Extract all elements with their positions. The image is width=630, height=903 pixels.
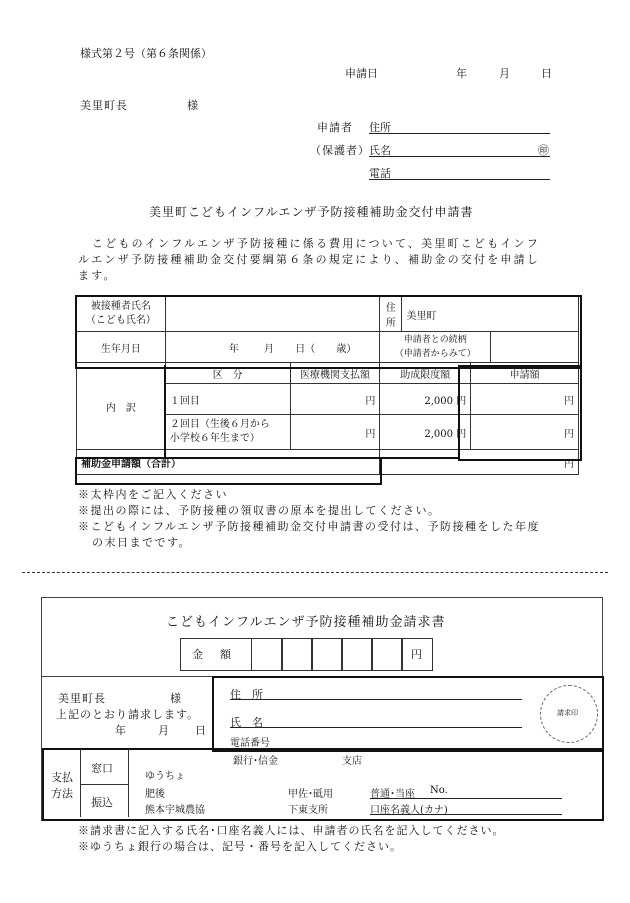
- amount-digit-4[interactable]: [341, 638, 373, 671]
- total-input[interactable]: [380, 450, 579, 475]
- total-unit: 円: [564, 458, 574, 470]
- account-holder-line[interactable]: [370, 814, 562, 815]
- address-label[interactable]: 住所: [369, 121, 391, 134]
- counter-option[interactable]: 窓口: [91, 762, 113, 775]
- document-title: 美里町こどもインフルエンザ予防接種補助金交付申請書: [149, 205, 474, 219]
- row2-limit-text: 2,000 円: [424, 428, 467, 440]
- header-paid-text: 医療機関支払額: [299, 369, 370, 381]
- row2-category-text-2: 小学校６年生まで）: [169, 433, 260, 444]
- date-year: 年: [456, 67, 467, 80]
- account-holder-label[interactable]: 口座名義人(カナ): [370, 805, 448, 816]
- child-address-input[interactable]: [402, 297, 579, 332]
- body-line-2: ルエンザ予防接種補助金交付要綱第６条の規定により、補助金の交付を申請し: [78, 253, 540, 266]
- header-limit-text: 助成限度額: [400, 369, 451, 381]
- claim-note-1: ※請求書に記入する氏名･口座名義人には、申請者の氏名を記入してください。: [78, 824, 505, 837]
- header-limit: [380, 363, 471, 384]
- row1-category-text: １回目: [169, 395, 200, 407]
- payment-col-divider-2: [128, 749, 129, 817]
- branch-shimohigashi[interactable]: 下東支所: [288, 805, 328, 816]
- claim-name-line[interactable]: [230, 727, 522, 728]
- claim-address-line[interactable]: [230, 699, 522, 700]
- date-day: 日: [541, 67, 552, 80]
- claim-day: 日: [195, 724, 206, 737]
- claim-divider: [42, 676, 602, 677]
- addressee-name: 美里町長: [80, 99, 128, 112]
- birth-label-text: 生年月日: [100, 343, 141, 355]
- bank-higo[interactable]: 肥後: [145, 789, 165, 800]
- name-line[interactable]: [369, 156, 550, 157]
- row1-limit-text: 2,000 円: [424, 395, 467, 407]
- claim-name-label[interactable]: 氏 名: [230, 716, 263, 729]
- amount-digit-5[interactable]: [371, 638, 403, 671]
- claim-month: 月: [158, 724, 169, 737]
- birth-label: [77, 332, 166, 363]
- header-paid: [290, 363, 380, 384]
- claim-honorific: 様: [170, 692, 181, 705]
- claim-note-2: ※ゆうちょ銀行の場合は、記号・番号を記入してください。: [78, 840, 402, 853]
- row1-limit: [380, 384, 471, 415]
- row2-paid-unit: 円: [365, 428, 376, 440]
- row2-paid[interactable]: [290, 415, 380, 450]
- account-type[interactable]: 普通･当座: [370, 789, 415, 800]
- row1-category: [165, 384, 290, 415]
- row2-limit: [380, 415, 471, 450]
- bank-type: 銀行･信金: [233, 756, 278, 767]
- claim-statement: 上記のとおり請求します。: [56, 708, 200, 721]
- header-request-text: 申請額: [509, 369, 540, 381]
- phone-label[interactable]: 電話: [369, 167, 391, 180]
- account-number-label: No.: [430, 785, 448, 796]
- payment-label-1: 支払: [51, 771, 73, 784]
- form-number: 様式第２号（第６条関係）: [80, 47, 212, 60]
- amount-digit-1[interactable]: [251, 638, 283, 671]
- amount-unit: 円: [411, 648, 422, 661]
- child-name-label-1: 被接種者氏名: [90, 301, 151, 312]
- date-month: 月: [499, 67, 510, 80]
- amount-label: 金 額: [192, 648, 234, 661]
- child-name-label-2: （こども氏名）: [85, 315, 156, 326]
- note-1: ※太枠内をご記入ください: [78, 488, 228, 501]
- birth-day: 日（: [295, 343, 316, 355]
- seal-mark: ㊞: [538, 144, 549, 157]
- child-name-input[interactable]: [165, 297, 380, 332]
- child-name-label: [77, 297, 166, 332]
- child-address-value: 美里町: [406, 310, 437, 322]
- claim-addressee: 美里町長: [58, 692, 106, 705]
- relation-input[interactable]: [491, 332, 579, 363]
- birth-year: 年: [228, 343, 239, 355]
- note-3: ※こどもインフルエンザ予防接種補助金交付申請書の受付は、予防接種をした年度: [78, 520, 541, 533]
- name-label[interactable]: 氏名: [369, 144, 391, 157]
- birth-age: 歳）: [336, 343, 357, 355]
- claim-phone-label[interactable]: 電話番号: [230, 738, 270, 749]
- birth-input[interactable]: [165, 332, 380, 363]
- row2-category-text: ２回目（生後６月から: [169, 419, 270, 430]
- note-2: ※提出の際には、予防接種の領収書の原本を提出してください。: [78, 504, 441, 517]
- claim-address-label[interactable]: 住 所: [230, 688, 263, 701]
- breakdown-label: [77, 363, 166, 450]
- header-category-text: 区 分: [212, 369, 243, 381]
- relation-label-1: 申請者との続柄: [403, 335, 467, 345]
- yucho-option[interactable]: ゆうちょ: [145, 771, 185, 782]
- cut-line: [22, 572, 608, 573]
- note-4: の末日までです。: [92, 536, 192, 549]
- breakdown-label-text: 内 訳: [105, 402, 136, 414]
- row2-request[interactable]: [471, 415, 579, 450]
- payment-col-divider-1: [80, 749, 81, 817]
- child-address-label-text: 住所: [385, 303, 396, 329]
- child-address-label: [380, 297, 402, 332]
- bank-ja[interactable]: 熊本宇城農協: [145, 805, 205, 816]
- amount-digit-2[interactable]: [281, 638, 313, 671]
- row1-request[interactable]: [471, 384, 579, 415]
- branch-label: 支店: [342, 756, 362, 767]
- addressee-honorific: 様: [187, 99, 198, 112]
- account-number-line[interactable]: [370, 798, 562, 799]
- row2-request-unit: 円: [564, 428, 574, 440]
- row1-paid-unit: 円: [365, 395, 376, 407]
- total-label: [77, 450, 380, 475]
- total-label-text: 補助金申請額（合計）: [81, 458, 181, 470]
- row1-paid[interactable]: [290, 384, 380, 415]
- body-line-3: ます。: [78, 269, 117, 282]
- claim-year: 年: [115, 724, 126, 737]
- birth-month: 月: [264, 343, 274, 355]
- amount-digit-3[interactable]: [311, 638, 343, 671]
- payment-row-divider: [80, 784, 128, 785]
- address-line[interactable]: [369, 133, 550, 134]
- phone-line[interactable]: [369, 179, 550, 180]
- body-line-1: こどものインフルエンザ予防接種に係る費用について、美里町こどもインフ: [92, 237, 540, 250]
- header-request: [471, 363, 579, 384]
- payment-label-2: 方法: [51, 787, 73, 800]
- branch-kosa[interactable]: 甲佐･砥用: [288, 789, 333, 800]
- transfer-option[interactable]: 振込: [91, 796, 113, 809]
- application-date-label: 申請日: [345, 67, 378, 80]
- relation-label: [380, 332, 491, 363]
- application-table: [76, 296, 579, 475]
- relation-label-2: （申請者からみて）: [394, 349, 476, 359]
- claim-title: こどもインフルエンザ予防接種補助金請求書: [166, 615, 446, 630]
- header-category: [165, 363, 290, 384]
- applicant-label: 申請者: [317, 121, 353, 134]
- row1-request-unit: 円: [564, 395, 574, 407]
- row2-category: [165, 415, 290, 450]
- guardian-label: （保護者）: [310, 144, 370, 157]
- claim-seal-label: 請求印: [557, 709, 578, 717]
